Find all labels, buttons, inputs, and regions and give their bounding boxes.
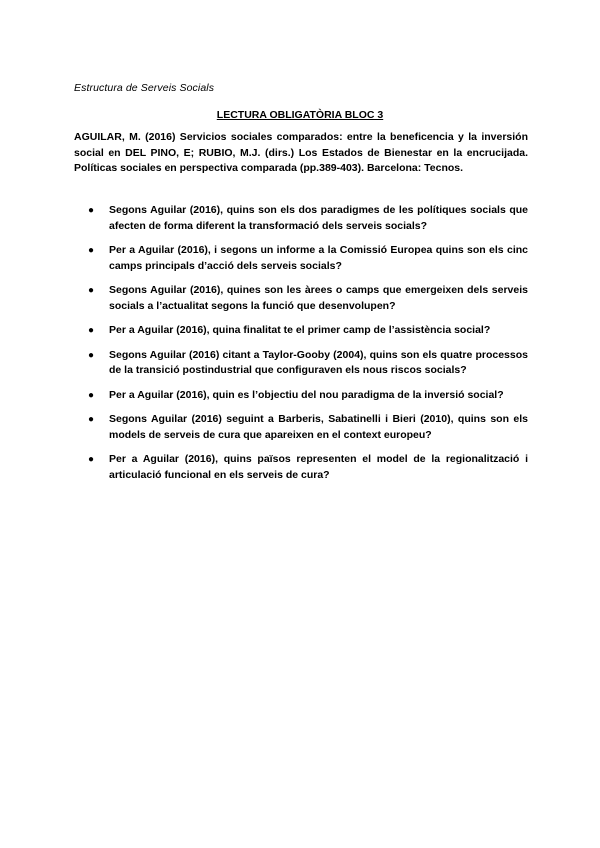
bullet-icon: ● xyxy=(88,245,95,256)
bullet-icon: ● xyxy=(88,414,95,425)
question-list xyxy=(88,203,528,492)
bullet-icon: ● xyxy=(88,205,95,216)
bullet-icon: ● xyxy=(88,325,95,336)
question-text: Per a Aguilar (2016), i segons un informe a la Comissió Europea quins son els cinc camps principals d’acció dels serveis socials? xyxy=(109,244,528,272)
question-item xyxy=(88,203,528,234)
bibliographic-reference: AGUILAR, M. (2016) Servicios sociales comparados: entre la beneficencia y la inversión social en DEL PINO, E; RUBIO, M.J. (dirs.) Los Estados de Bienestar en la encrucijada. Políticas sociales en perspectiva comparada (pp.389-403). Barcelona: Tecnos. xyxy=(74,131,528,174)
question-item xyxy=(88,452,528,483)
question-item xyxy=(88,243,528,274)
question-text: Per a Aguilar (2016), quina finalitat te el primer camp de l’assistència social? xyxy=(109,324,491,336)
question-text: Per a Aguilar (2016), quin es l’objectiu del nou paradigma de la inversió social? xyxy=(109,388,504,401)
question-text: Segons Aguilar (2016), quins son els dos paradigmes de les polítiques socials que afecten de forma diferent la transformació dels serveis socials? xyxy=(109,204,528,232)
question-item xyxy=(88,323,528,339)
question-item xyxy=(88,283,528,314)
bullet-icon: ● xyxy=(88,389,95,401)
reading-heading: LECTURA OBLIGATÒRIA BLOC 3 xyxy=(216,109,384,121)
bullet-icon: ● xyxy=(88,285,95,296)
question-text: Per a Aguilar (2016), quins països representen el model de la regionalització i articulació funcional en els serveis de cura? xyxy=(109,453,528,481)
question-text: Segons Aguilar (2016) seguint a Barberis, Sabatinelli i Bieri (2010), quins son els models de serveis de cura que apareixen en el context europeu? xyxy=(109,413,528,441)
course-title: Estructura de Serveis Socials xyxy=(74,82,215,94)
question-text: Segons Aguilar (2016), quines son les àrees o camps que emergeixen dels serveis socials a l’actualitat segons la funció que desenvolupen? xyxy=(109,284,528,312)
question-item xyxy=(88,388,528,404)
question-text: Segons Aguilar (2016) citant a Taylor-Gooby (2004), quins son els quatre processos de la transició postindustrial que configuraven els nous riscos socials? xyxy=(109,348,528,376)
question-item xyxy=(88,348,528,379)
bullet-icon: ● xyxy=(88,454,95,465)
bullet-icon: ● xyxy=(88,349,95,361)
question-item xyxy=(88,412,528,443)
